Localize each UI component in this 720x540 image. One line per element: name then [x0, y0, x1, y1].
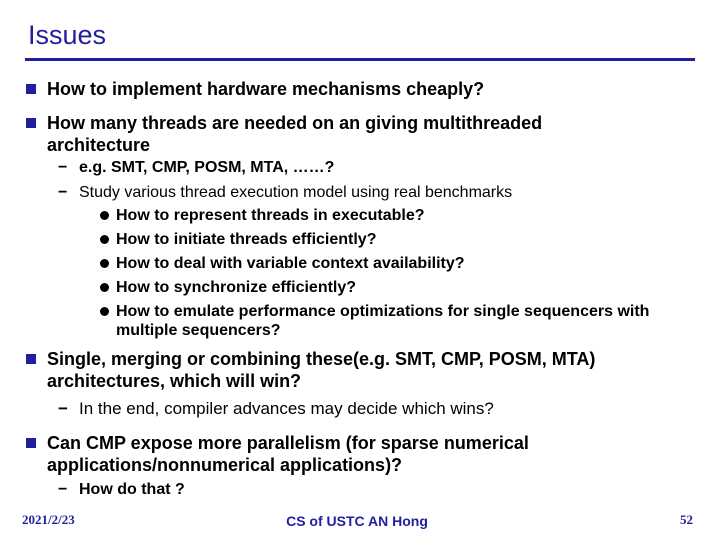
dot-item — [100, 254, 700, 273]
dot-item — [100, 302, 685, 340]
dot-item-text: How to synchronize efficiently? — [116, 279, 357, 296]
dash-bullet-icon: − — [58, 481, 68, 498]
dot-item — [100, 230, 700, 249]
sub-bullet-text: How do that ? — [79, 481, 185, 498]
dot-bullet-icon — [100, 307, 109, 316]
dash-bullet-icon: − — [58, 399, 68, 418]
bullet-text: How many threads are needed on an giving multithreaded architecture — [47, 113, 543, 155]
bullet-which-wins — [26, 348, 706, 392]
dot-bullet-icon — [100, 259, 109, 268]
dot-item-text: How to deal with variable context availability? — [116, 255, 465, 272]
dot-item — [100, 278, 700, 297]
bullet-hardware-mechanisms — [26, 78, 706, 100]
square-bullet-icon — [26, 354, 36, 364]
footer-date: 2021/2/23 — [22, 512, 75, 527]
dash-bullet-icon: − — [58, 184, 68, 201]
sub-bullet-examples — [58, 158, 334, 178]
dot-bullet-icon — [100, 283, 109, 292]
bullet-text: Single, merging or combining these(e.g. SMT, CMP, POSM, MTA) architectures, which will win? — [47, 349, 596, 391]
title-underline — [25, 58, 695, 61]
square-bullet-icon — [26, 438, 36, 448]
dot-item-text: How to emulate performance optimizations for single sequencers with multiple sequencers? — [116, 303, 650, 339]
dash-bullet-icon: − — [58, 159, 68, 176]
dot-bullet-icon — [100, 235, 109, 244]
sub-bullet-text: e.g. SMT, CMP, POSM, MTA, ……? — [79, 159, 335, 176]
square-bullet-icon — [26, 84, 36, 94]
dot-bullet-icon — [100, 211, 109, 220]
dot-item-text: How to initiate threads efficiently? — [116, 231, 377, 248]
bullet-cmp-parallelism — [26, 432, 616, 476]
bullet-text: How to implement hardware mechanisms cheaply? — [47, 79, 485, 99]
sub-bullet-how — [58, 480, 185, 500]
sub-bullet-study — [58, 183, 512, 203]
footer-author: CS of USTC AN Hong — [286, 513, 428, 529]
slide-title: Issues — [28, 20, 107, 50]
sub-bullet-compiler — [58, 399, 494, 419]
square-bullet-icon — [26, 118, 36, 128]
bullet-thread-count — [26, 112, 626, 156]
dot-item — [100, 206, 700, 225]
sub-bullet-text: Study various thread execution model using real benchmarks — [79, 184, 513, 201]
page-number: 52 — [680, 512, 693, 527]
bullet-text: Can CMP expose more parallelism (for sparse numerical applications/nonnumerical applications)? — [47, 433, 529, 475]
dot-item-text: How to represent threads in executable? — [116, 207, 425, 224]
sub-bullet-text: In the end, compiler advances may decide which wins? — [79, 399, 494, 418]
